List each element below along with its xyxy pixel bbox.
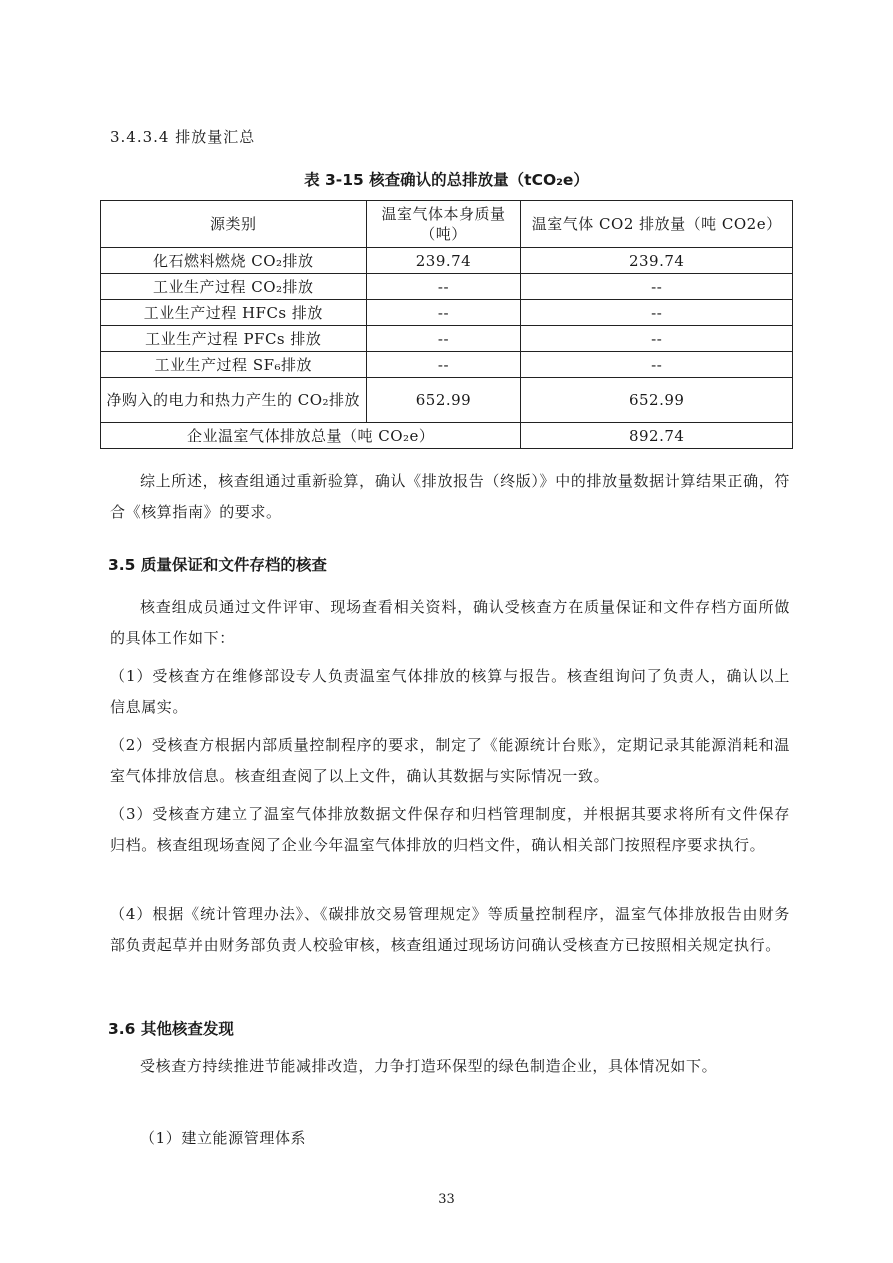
emissions-table bbox=[100, 200, 793, 449]
table-row bbox=[101, 378, 793, 423]
row-co2e: -- bbox=[521, 274, 793, 300]
table-row bbox=[101, 352, 793, 378]
row-source: 工业生产过程 SF₆排放 bbox=[101, 352, 367, 378]
subsection-title: 3.4.3.4 排放量汇总 bbox=[110, 128, 256, 146]
row-mass: 652.99 bbox=[366, 378, 521, 423]
section-3-6-item: （1）建立能源管理体系 bbox=[140, 1129, 307, 1147]
row-co2e: -- bbox=[521, 326, 793, 352]
row-source: 净购入的电力和热力产生的 CO₂排放 bbox=[101, 378, 367, 423]
total-value: 892.74 bbox=[521, 423, 793, 449]
row-source: 化石燃料燃烧 CO₂排放 bbox=[101, 248, 367, 274]
row-mass: -- bbox=[366, 300, 521, 326]
row-source: 工业生产过程 CO₂排放 bbox=[101, 274, 367, 300]
table-row bbox=[101, 248, 793, 274]
table-row bbox=[101, 300, 793, 326]
row-source: 工业生产过程 HFCs 排放 bbox=[101, 300, 367, 326]
section-3-5-intro: 核查组成员通过文件评审、现场查看相关资料，确认受核查方在质量保证和文件存档方面所做的具体工作如下： bbox=[110, 598, 790, 647]
row-mass: -- bbox=[366, 326, 521, 352]
row-source: 工业生产过程 PFCs 排放 bbox=[101, 326, 367, 352]
total-label: 企业温室气体排放总量（吨 CO₂e） bbox=[101, 423, 521, 449]
header-source: 源类别 bbox=[101, 201, 367, 248]
table-row bbox=[101, 326, 793, 352]
section-3-6-heading: 3.6 其他核查发现 bbox=[108, 1020, 234, 1038]
row-co2e: 239.74 bbox=[521, 248, 793, 274]
page-number: 33 bbox=[438, 1192, 455, 1207]
row-co2e: 652.99 bbox=[521, 378, 793, 423]
list-item: （3）受核查方建立了温室气体排放数据文件保存和归档管理制度，并根据其要求将所有文件保存归档。核查组现场查阅了企业今年温室气体排放的归档文件，确认相关部门按照程序要求执行。 bbox=[110, 805, 790, 854]
row-co2e: -- bbox=[521, 352, 793, 378]
list-item: （2）受核查方根据内部质量控制程序的要求，制定了《能源统计台账》，定期记录其能源消耗和温室气体排放信息。核查组查阅了以上文件，确认其数据与实际情况一致。 bbox=[110, 736, 790, 785]
row-co2e: -- bbox=[521, 300, 793, 326]
table-total-row bbox=[101, 423, 793, 449]
table-caption: 表 3-15 核查确认的总排放量（tCO₂e） bbox=[304, 171, 589, 189]
header-mass: 温室气体本身质量（吨） bbox=[366, 201, 521, 248]
section-3-5-heading: 3.5 质量保证和文件存档的核查 bbox=[108, 556, 327, 574]
section-3-6-intro: 受核查方持续推进节能减排改造，力争打造环保型的绿色制造企业，具体情况如下。 bbox=[140, 1057, 718, 1075]
summary-paragraph: 综上所述，核查组通过重新验算，确认《排放报告（终版）》中的排放量数据计算结果正确，符合《核算指南》的要求。 bbox=[110, 472, 790, 521]
row-mass: -- bbox=[366, 352, 521, 378]
list-item: （1）受核查方在维修部设专人负责温室气体排放的核算与报告。核查组询问了负责人，确认以上信息属实。 bbox=[110, 667, 790, 716]
table-header-row bbox=[101, 201, 793, 248]
header-co2e: 温室气体 CO2 排放量（吨 CO2e） bbox=[521, 201, 793, 248]
list-item: （4）根据《统计管理办法》、《碳排放交易管理规定》等质量控制程序，温室气体排放报告由财务部负责起草并由财务部负责人校验审核，核查组通过现场访问确认受核查方已按照相关规定执行。 bbox=[110, 905, 790, 954]
row-mass: -- bbox=[366, 274, 521, 300]
table-row bbox=[101, 274, 793, 300]
row-mass: 239.74 bbox=[366, 248, 521, 274]
